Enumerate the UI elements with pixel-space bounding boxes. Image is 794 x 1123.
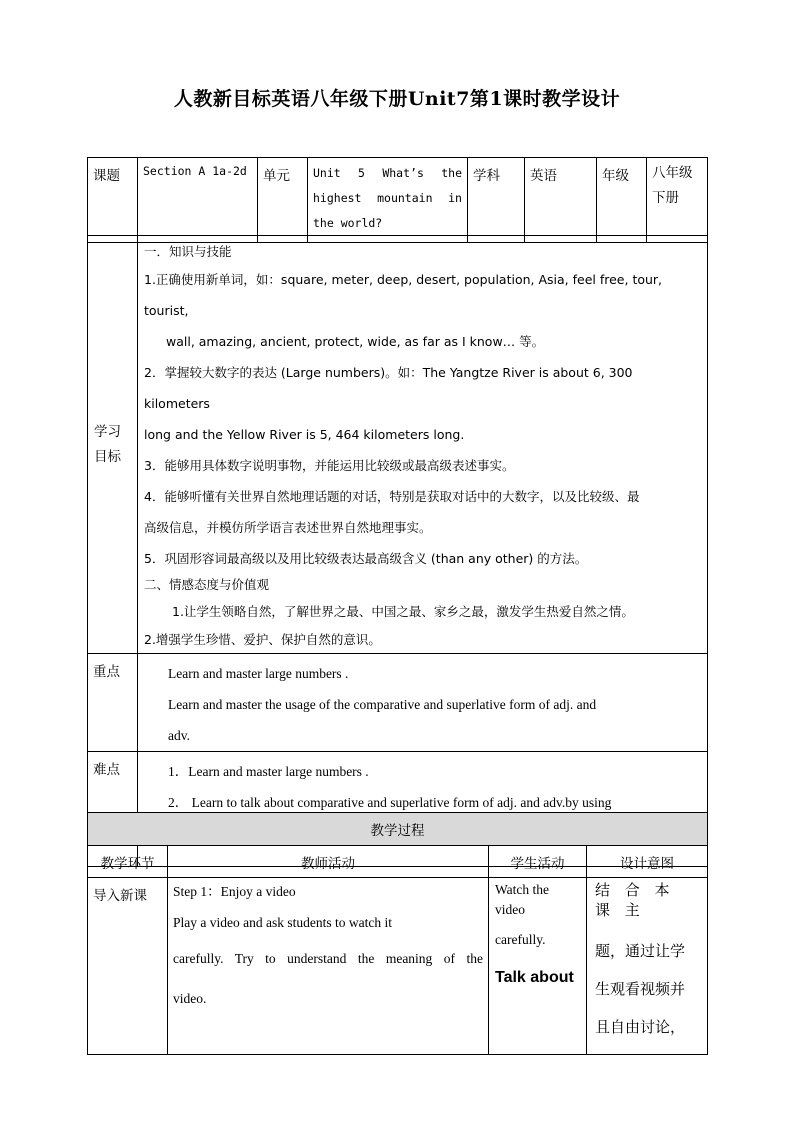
goals-line: 1.正确使用新单词，如：square, meter, deep, desert, population, Asia, feel free, tour, tourist,	[144, 272, 663, 318]
key-points-line: Learn and master large numbers .	[168, 666, 349, 681]
unit-label: 单元	[258, 158, 308, 243]
goals-label-text: 学习目标	[94, 423, 121, 465]
student-line: carefully.	[495, 932, 546, 947]
goals-line: wall, amazing, ancient, protect, wide, as far as I know… 等。	[166, 334, 545, 349]
goals-line: 3．能够用具体数字说明事物，并能运用比较级或最高级表述事实。	[144, 458, 515, 473]
key-points-line: Learn and master the usage of the comparative and superlative form of adj. and	[168, 697, 597, 712]
difficulties-line: 1．Learn and master large numbers .	[168, 764, 369, 779]
column-header-teacher: 教师活动	[168, 846, 489, 878]
key-points-line: adv.	[168, 728, 190, 743]
teacher-activity-cell	[168, 878, 489, 1055]
goals-content	[138, 236, 708, 654]
document-title: 人教新目标英语八年级下册Unit7第1课时教学设计	[173, 88, 621, 110]
difficulties-label: 难点	[88, 752, 138, 867]
objectives-table	[87, 235, 708, 867]
teaching-process-table	[87, 812, 708, 1055]
goals-line: 一．知识与技能	[144, 244, 232, 259]
goals-line: 5．巩固形容词最高级以及用比较级表达最高级含义 (than any other) 的方法。	[144, 551, 588, 566]
intent-line: 结 合 本 课 主	[595, 881, 675, 919]
unit-value	[308, 158, 468, 243]
teacher-line: video.	[173, 991, 207, 1006]
grade-value: 八年级下册	[647, 158, 708, 243]
lesson-info-table	[87, 157, 708, 243]
subject-label: 学科	[468, 158, 525, 243]
subject-value: 英语	[525, 158, 597, 243]
goals-line: 4．能够听懂有关世界自然地理话题的对话，特别是获取对话中的大数字，以及比较级、最	[144, 489, 640, 504]
teacher-line: Step 1：Enjoy a video	[173, 884, 296, 899]
column-header-student: 学生活动	[489, 846, 587, 878]
student-line: Watch the video	[495, 882, 550, 917]
student-line: Talk about	[495, 969, 574, 986]
column-header-stage: 教学环节	[88, 846, 168, 878]
column-header-intent: 设计意图	[587, 846, 708, 878]
student-activity-cell	[489, 878, 587, 1055]
goals-line: 2.增强学生珍惜、爱护、保护自然的意识。	[144, 632, 381, 647]
design-intent-cell	[587, 878, 708, 1055]
grade-label: 年级	[597, 158, 647, 243]
goals-line: 高级信息，并模仿所学语言表述世界自然地理事实。	[144, 520, 432, 535]
intent-line: 生观看视频并	[595, 980, 686, 998]
stage-cell: 导入新课	[88, 878, 168, 1055]
topic-value: Section A 1a-2d	[138, 158, 258, 243]
topic-label: 课题	[88, 158, 138, 243]
key-points-content	[138, 654, 708, 752]
goals-line: 二、情感态度与价值观	[144, 577, 270, 592]
intent-line: 且自由讨论，	[595, 1018, 686, 1036]
goals-label	[88, 236, 138, 654]
teacher-line: carefully. Try to understand the meaning of the	[173, 951, 483, 966]
goals-line: 2．掌握较大数字的表达 (Large numbers)。如：The Yangtze River is about 6, 300 kilometers	[144, 365, 633, 411]
process-header: 教学过程	[88, 813, 708, 846]
unit-value-text: Unit 5 What’s the highest mountain in the world?	[313, 166, 462, 230]
goals-line: long and the Yellow River is 5, 464 kilometers long.	[144, 427, 465, 442]
intent-line: 题，通过让学	[595, 942, 686, 960]
goals-line: 1.让学生领略自然，了解世界之最、中国之最、家乡之最，激发学生热爱自然之情。	[172, 604, 634, 619]
key-points-label: 重点	[88, 654, 138, 752]
teacher-line: Play a video and ask students to watch it	[173, 915, 392, 930]
difficulties-line: 2． Learn to talk about comparative and superlative form of adj. and adv.by using	[168, 795, 612, 810]
